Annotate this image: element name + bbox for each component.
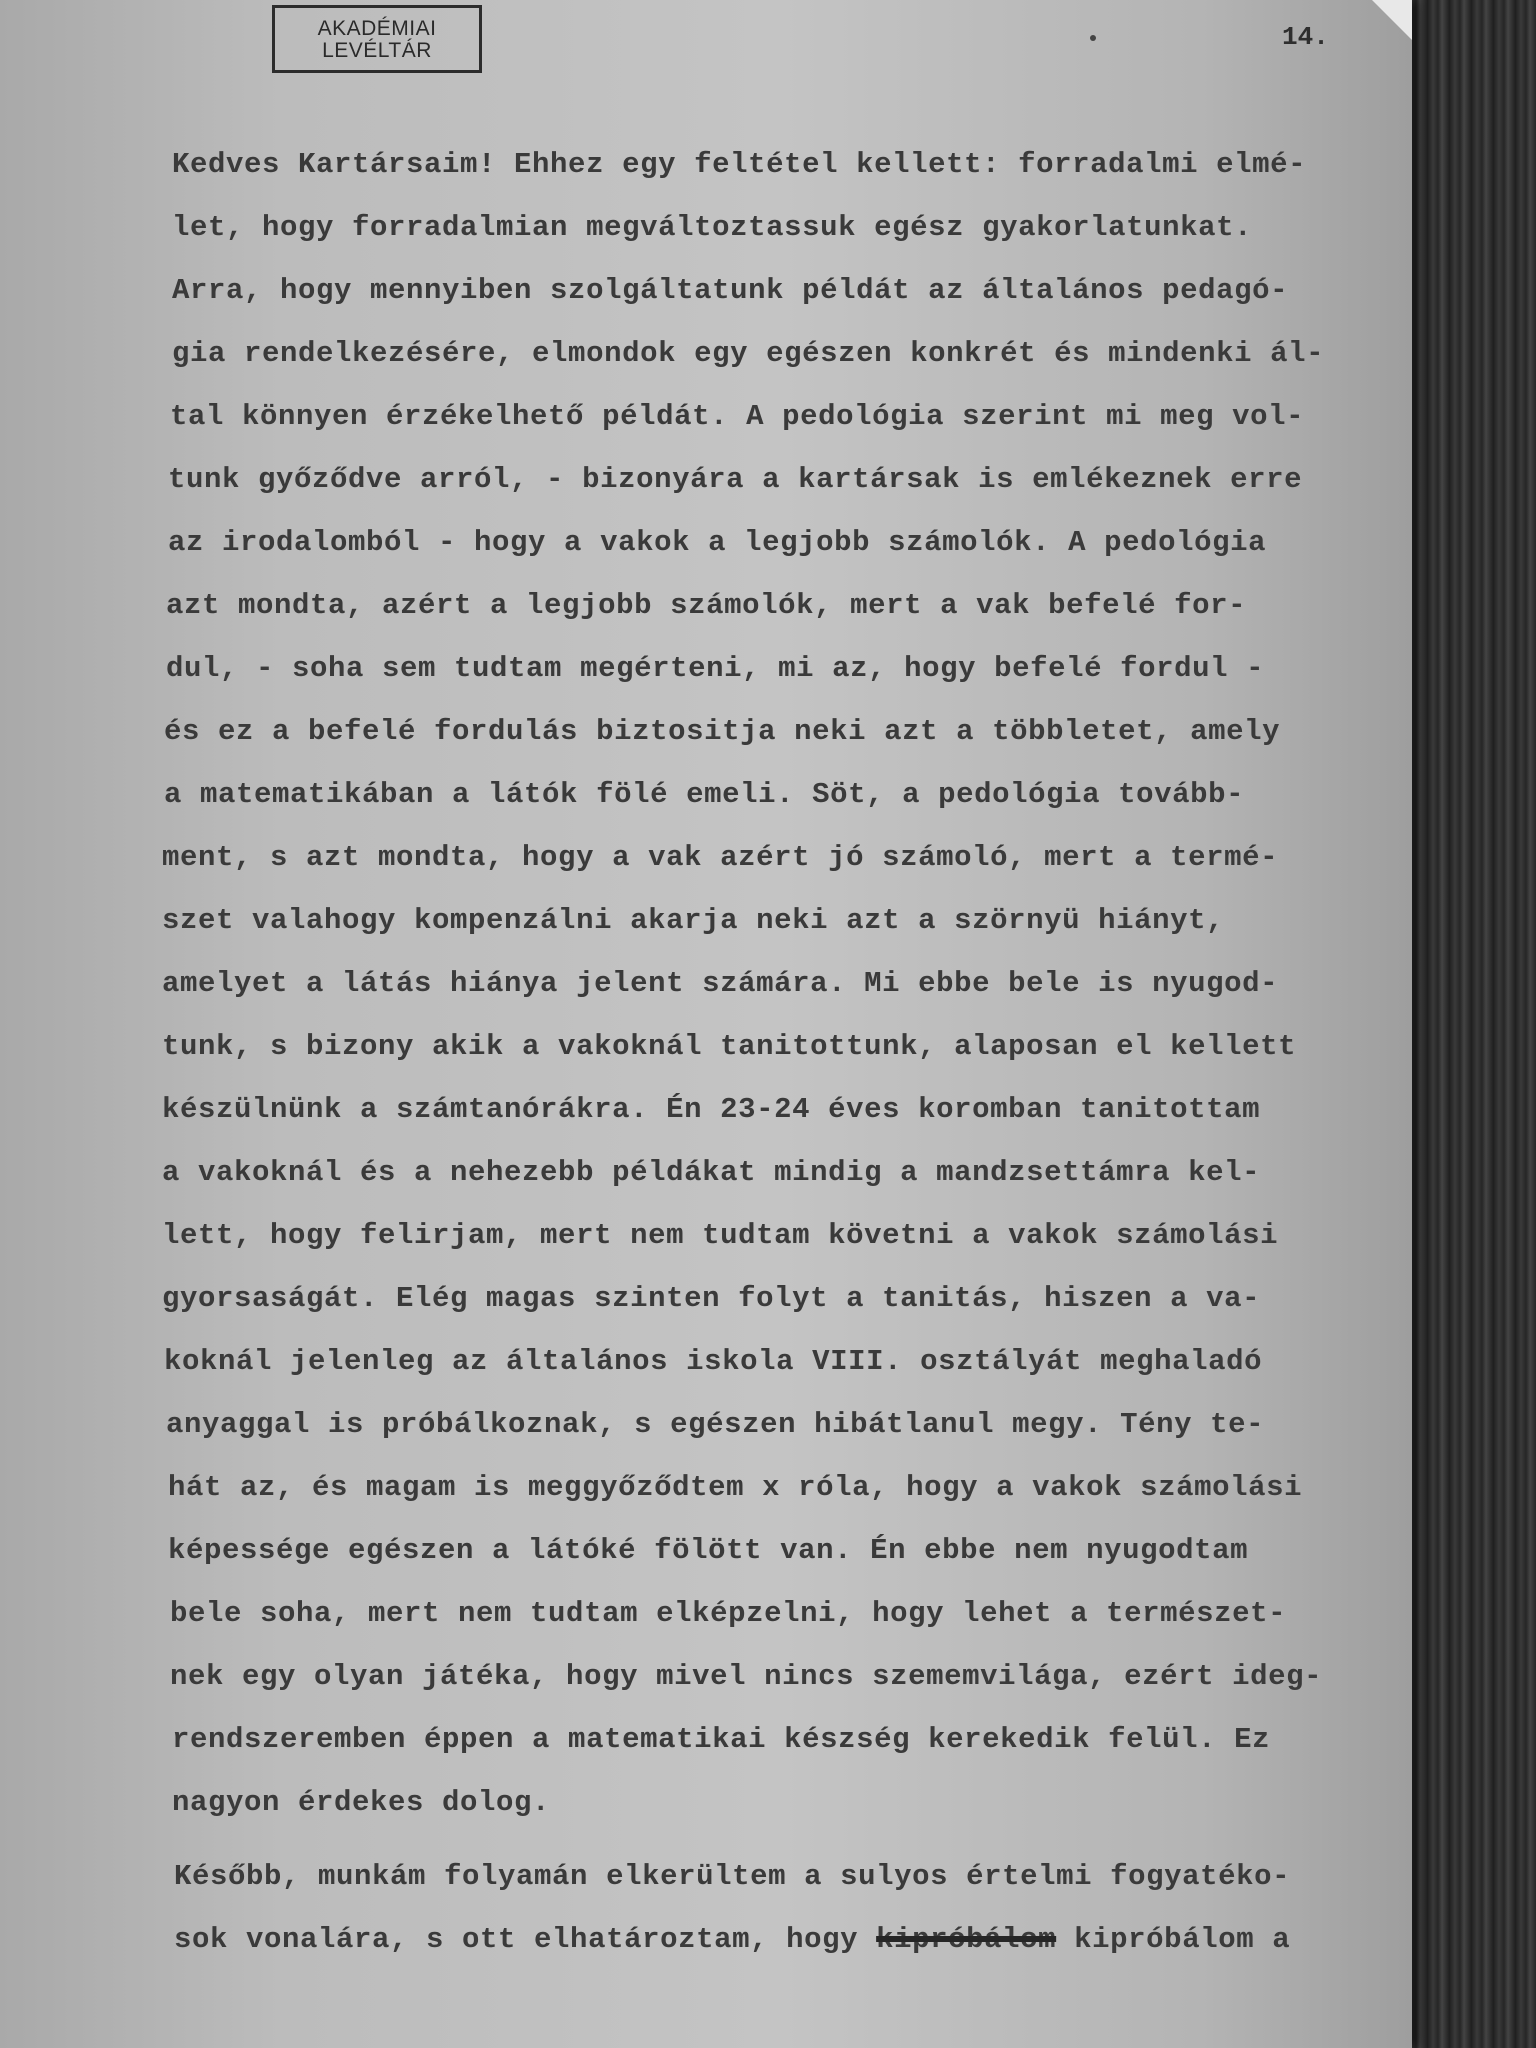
- text-line: amelyet a látás hiánya jelent számára. Mi ebbe bele is nyugod-: [162, 967, 1279, 1000]
- text-line: az irodalomból - hogy a vakok a legjobb számolók. A pedológia: [168, 526, 1267, 559]
- text-line: készülnünk a számtanórákra. Én 23-24 éves koromban tanitottam: [162, 1093, 1261, 1126]
- text-line: dul, - soha sem tudtam megérteni, mi az, hogy befelé fordul -: [166, 652, 1265, 685]
- text-fragment: kipróbálom a: [1074, 1923, 1291, 1956]
- text-line: ment, s azt mondta, hogy a vak azért jó számoló, mert a termé-: [162, 841, 1279, 874]
- text-line: és ez a befelé fordulás biztositja neki azt a többletet, amely: [164, 715, 1281, 748]
- text-line: bele soha, mert nem tudtam elképzelni, hogy lehet a természet-: [170, 1597, 1287, 1630]
- text-line: [174, 1923, 1290, 1956]
- text-line: Kedves Kartársaim! Ehhez egy feltétel kellett: forradalmi elmé-: [172, 148, 1307, 181]
- text-line: gyorsaságát. Elég magas szinten folyt a tanitás, hiszen a va-: [162, 1282, 1261, 1315]
- text-line: szet valahogy kompenzálni akarja neki azt a szörnyü hiányt,: [162, 904, 1225, 937]
- page-number: 14.: [1282, 22, 1329, 52]
- text-line: hát az, és magam is meggyőződtem x róla, hogy a vakok számolási: [168, 1471, 1303, 1504]
- text-line: a vakoknál és a nehezebb példákat mindig a mandzsettámra kel-: [162, 1156, 1261, 1189]
- text-line: nagyon érdekes dolog.: [172, 1786, 551, 1819]
- wooden-background: [1405, 0, 1536, 2048]
- text-line: let, hogy forradalmian megváltoztassuk egész gyakorlatunkat.: [172, 211, 1253, 244]
- text-line: tunk győződve arról, - bizonyára a kartársak is emlékeznek erre: [168, 463, 1303, 496]
- text-line: Később, munkám folyamán elkerültem a sulyos értelmi fogyatéko-: [174, 1860, 1291, 1893]
- stamp-line-1: AKADÉMIAI: [317, 17, 437, 40]
- text-line: koknál jelenleg az általános iskola VIII. osztályát meghaladó: [164, 1345, 1263, 1378]
- text-line: rendszeremben éppen a matematikai készség kerekedik felül. Ez: [172, 1723, 1271, 1756]
- text-line: Arra, hogy mennyiben szolgáltatunk példát az általános pedagó-: [172, 274, 1289, 307]
- text-line: gia rendelkezésére, elmondok egy egészen konkrét és mindenki ál-: [172, 337, 1325, 370]
- stamp-line-2: LEVÉLTÁR: [322, 39, 432, 62]
- text-line: nek egy olyan játéka, hogy mivel nincs szememvilága, ezért ideg-: [170, 1660, 1323, 1693]
- struck-out-word: kipróbálom: [876, 1923, 1057, 1956]
- text-line: azt mondta, azért a legjobb számolók, mert a vak befelé for-: [166, 589, 1247, 622]
- archive-stamp: [272, 5, 482, 73]
- ink-speck: [1090, 35, 1096, 41]
- page-corner-fold: [1372, 0, 1412, 40]
- text-line: tunk, s bizony akik a vakoknál tanitottunk, alaposan el kellett: [162, 1030, 1297, 1063]
- text-line: a matematikában a látók fölé emeli. Söt, a pedológia tovább-: [164, 778, 1245, 811]
- text-line: tal könnyen érzékelhető példát. A pedológia szerint mi meg vol-: [170, 400, 1305, 433]
- text-line: képessége egészen a látóké fölött van. Én ebbe nem nyugodtam: [168, 1534, 1249, 1567]
- text-line: lett, hogy felirjam, mert nem tudtam követni a vakok számolási: [162, 1219, 1279, 1252]
- text-fragment: sok vonalára, s ott elhatároztam, hogy: [174, 1923, 859, 1956]
- text-line: anyaggal is próbálkoznak, s egészen hibátlanul megy. Tény te-: [166, 1408, 1265, 1441]
